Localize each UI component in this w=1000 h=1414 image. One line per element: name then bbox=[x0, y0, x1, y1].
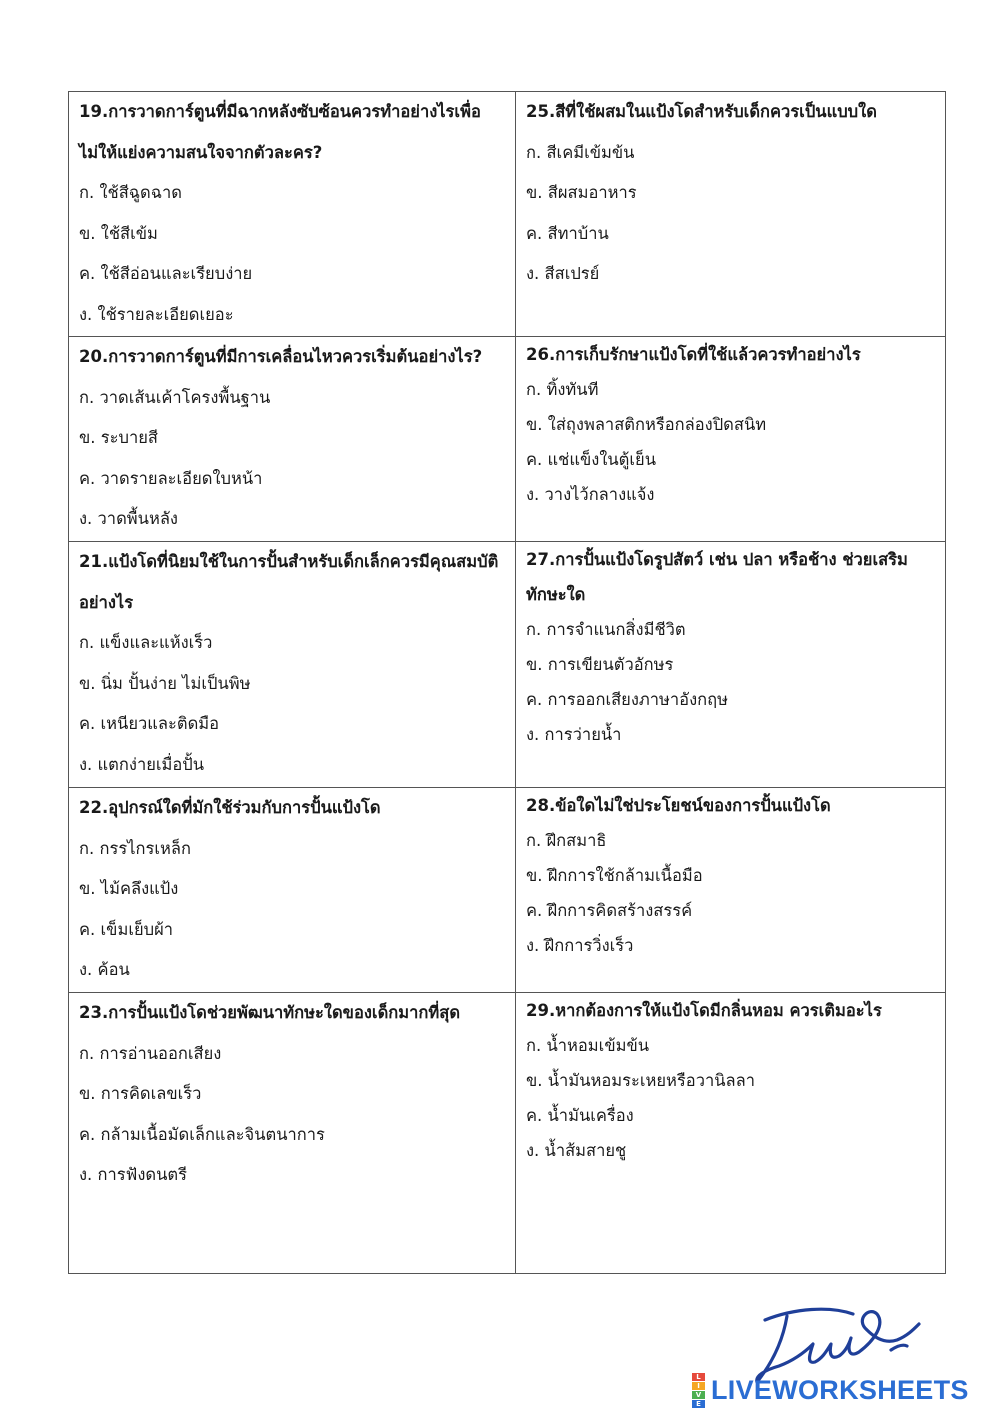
option-a: ก. สีเคมีเข้มข้น bbox=[526, 142, 635, 162]
logo-letter: V bbox=[692, 1391, 705, 1399]
question-table bbox=[68, 91, 946, 1274]
option-b: ข. สีผสมอาหาร bbox=[526, 183, 637, 202]
logo-letter: E bbox=[692, 1400, 705, 1408]
option-d: ง. วาดพื้นหลัง bbox=[79, 509, 178, 528]
question-title: 23.การปั้นแป้งโดช่วยพัฒนาทักษะใดของเด็กมากที่สุด bbox=[79, 1003, 461, 1022]
option-a: ก. แข็งและแห้งเร็ว bbox=[79, 633, 213, 652]
question-cell-21 bbox=[69, 542, 516, 788]
liveworksheets-logo bbox=[692, 1372, 969, 1408]
option-d: ง. ใช้รายละเอียดเยอะ bbox=[79, 304, 234, 324]
question-cell-20 bbox=[69, 337, 516, 542]
option-c: ค. วาดรายละเอียดใบหน้า bbox=[79, 468, 263, 488]
option-b: ข. การคิดเลขเร็ว bbox=[79, 1084, 202, 1103]
option-a: ก. การอ่านออกเสียง bbox=[79, 1043, 222, 1063]
option-d: ง. น้ำส้มสายชู bbox=[526, 1141, 627, 1160]
option-b: ข. น้ำมันหอมระเหยหรือวานิลลา bbox=[526, 1071, 755, 1090]
option-a: ก. ใช้สีฉูดฉาด bbox=[79, 183, 182, 202]
question-cell-26 bbox=[516, 337, 946, 542]
option-c: ค. ใช้สีอ่อนและเรียบง่าย bbox=[79, 264, 253, 283]
question-cell-29 bbox=[516, 993, 946, 1274]
question-title: 21.แป้งโดที่นิยมใช้ในการปั้นสำหรับเด็กเล็กควรมีคุณสมบัติ bbox=[79, 552, 499, 571]
option-b: ข. ใช้สีเข้ม bbox=[79, 223, 158, 243]
option-b: ข. ฝึกการใช้กล้ามเนื้อมือ bbox=[526, 866, 703, 885]
logo-letter: L bbox=[692, 1373, 705, 1381]
question-title: 19.การวาดการ์ตูนที่มีฉากหลังซับซ้อนควรทำอย่างไรเพื่อ bbox=[79, 102, 481, 121]
option-a: ก. น้ำหอมเข้มข้น bbox=[526, 1036, 650, 1055]
question-cell-22 bbox=[69, 788, 516, 993]
option-d: ง. วางไว้กลางแจ้ง bbox=[526, 485, 655, 504]
option-b: ข. ใส่ถุงพลาสติกหรือกล่องปิดสนิท bbox=[526, 415, 767, 434]
question-title: 28.ข้อใดไม่ใช่ประโยชน์ของการปั้นแป้งโด bbox=[526, 796, 831, 815]
option-b: ข. นิ่ม ปั้นง่าย ไม่เป็นพิษ bbox=[79, 673, 251, 693]
option-a: ก. การจำแนกสิ่งมีชีวิต bbox=[526, 620, 686, 639]
option-c: ค. กล้ามเนื้อมัดเล็กและจินตนาการ bbox=[79, 1124, 325, 1144]
option-c: ค. การออกเสียงภาษาอังกฤษ bbox=[526, 690, 728, 709]
option-d: ง. การว่ายน้ำ bbox=[526, 725, 622, 744]
question-title: 20.การวาดการ์ตูนที่มีการเคลื่อนไหวควรเริ่มต้นอย่างไร? bbox=[79, 347, 483, 366]
option-d: ง. แตกง่ายเมื่อปั้น bbox=[79, 754, 205, 774]
brand-name: LIVEWORKSHEETS bbox=[711, 1374, 969, 1405]
option-c: ค. สีทาบ้าน bbox=[526, 223, 609, 243]
option-b: ข. การเขียนตัวอักษร bbox=[526, 655, 674, 674]
option-b: ข. ระบายสี bbox=[79, 428, 158, 447]
question-title: อย่างไร bbox=[79, 592, 134, 612]
question-cell-27 bbox=[516, 542, 946, 788]
question-title: ทักษะใด bbox=[526, 585, 586, 604]
question-title: 26.การเก็บรักษาแป้งโดที่ใช้แล้วควรทำอย่างไร bbox=[526, 345, 861, 364]
option-a: ก. ทิ้งทันที bbox=[526, 380, 599, 399]
option-c: ค. เข็มเย็บผ้า bbox=[79, 919, 174, 939]
question-cell-28 bbox=[516, 788, 946, 993]
option-c: ค. ฝึกการคิดสร้างสรรค์ bbox=[526, 901, 693, 920]
question-title: 29.หากต้องการให้แป้งโดมีกลิ่นหอม ควรเติมอะไร bbox=[526, 1001, 882, 1020]
question-title: 25.สีที่ใช้ผสมในแป้งโดสำหรับเด็กควรเป็นแบบใด bbox=[526, 102, 877, 121]
option-b: ข. ไม้คลึงแป้ง bbox=[79, 879, 179, 898]
liveworksheets-icon bbox=[692, 1373, 705, 1408]
question-title: ไม่ให้แย่งความสนใจจากตัวละคร? bbox=[79, 142, 323, 162]
question-cell-23 bbox=[69, 993, 516, 1274]
option-d: ง. ฝึกการวิ่งเร็ว bbox=[526, 936, 634, 955]
option-d: ง. สีสเปรย์ bbox=[526, 264, 600, 283]
question-title: 27.การปั้นแป้งโดรูปสัตว์ เช่น ปลา หรือช้าง ช่วยเสริม bbox=[526, 550, 908, 569]
question-cell-25 bbox=[516, 92, 946, 337]
option-a: ก. ฝึกสมาธิ bbox=[526, 831, 607, 850]
question-cell-19 bbox=[69, 92, 516, 337]
option-a: ก. วาดเส้นเค้าโครงพื้นฐาน bbox=[79, 387, 271, 407]
option-c: ค. เหนียวและติดมือ bbox=[79, 714, 220, 733]
option-a: ก. กรรไกรเหล็ก bbox=[79, 838, 191, 858]
option-c: ค. แช่แข็งในตู้เย็น bbox=[526, 450, 656, 469]
option-d: ง. ค้อน bbox=[79, 960, 130, 979]
question-title: 22.อุปกรณ์ใดที่มักใช้ร่วมกับการปั้นแป้งโด bbox=[79, 798, 381, 817]
option-c: ค. น้ำมันเครื่อง bbox=[526, 1106, 634, 1125]
logo-letter: I bbox=[692, 1382, 705, 1390]
option-d: ง. การฟังดนตรี bbox=[79, 1165, 187, 1184]
